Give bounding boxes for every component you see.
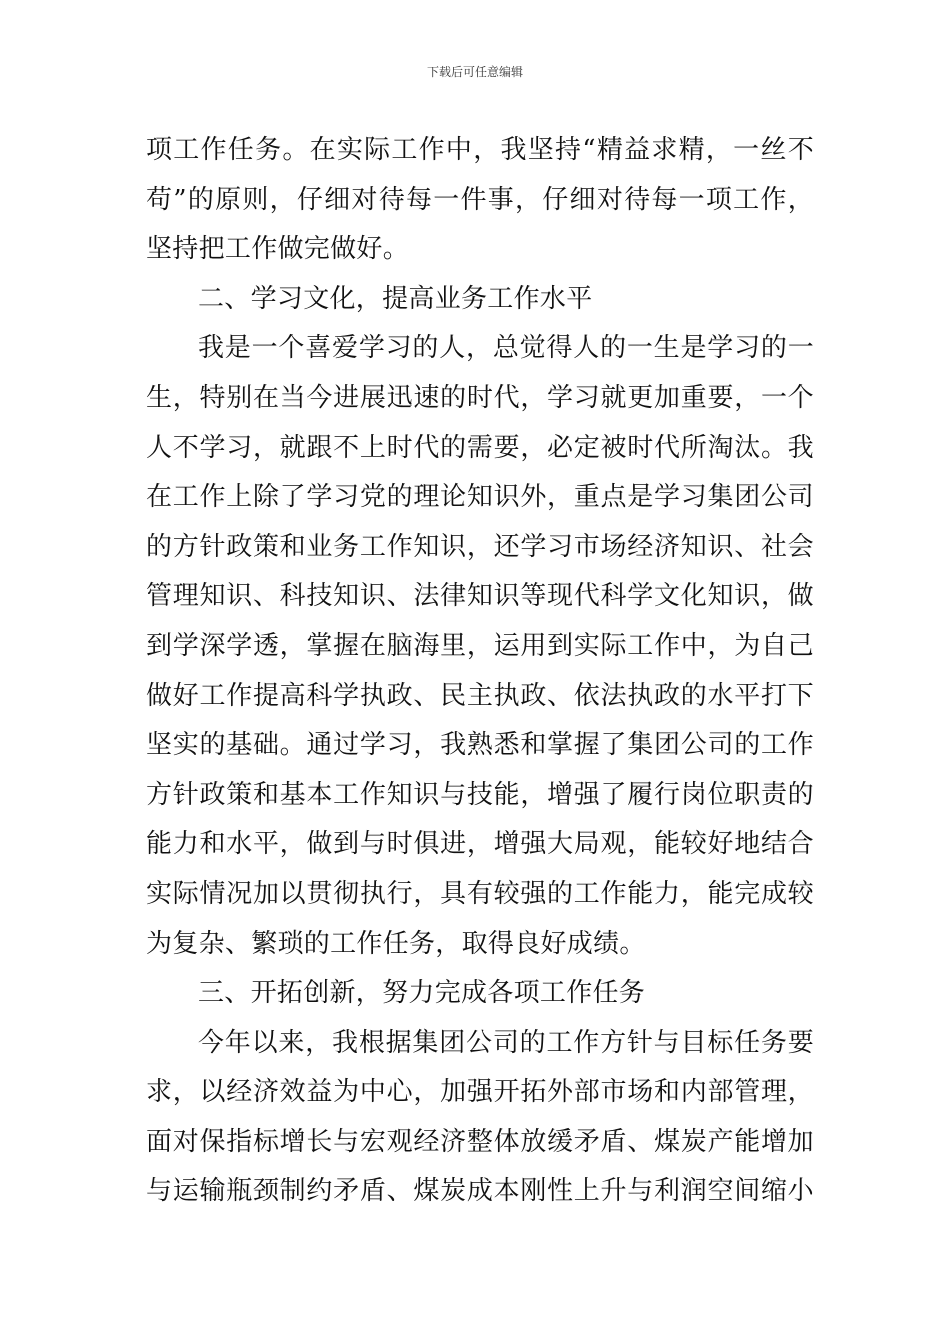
text-line: 方针政策和基本工作知识与技能，增强了履行岗位职责的	[146, 779, 814, 810]
text-line: 为复杂、繁琐的工作任务，取得良好成绩。	[146, 928, 646, 959]
text-line: 管理知识、科技知识、法律知识等现代科学文化知识，做	[146, 581, 814, 612]
text-line: 人不学习，就跟不上时代的需要，必定被时代所淘汰。我	[146, 432, 814, 463]
text-line: 的方针政策和业务工作知识，还学习市场经济知识、社会	[146, 531, 814, 562]
text-line: 三、开拓创新，努力完成各项工作任务	[198, 978, 646, 1009]
text-line: 二、学习文化，提高业务工作水平	[198, 283, 593, 314]
text-line: 我是一个喜爱学习的人，总觉得人的一生是学习的一	[198, 333, 814, 364]
text-line: 能力和水平，做到与时俱进，增强大局观，能较好地结合	[146, 829, 814, 860]
text-line: 面对保指标增长与宏观经济整体放缓矛盾、煤炭产能增加	[146, 1126, 814, 1157]
text-line: 做好工作提高科学执政、民主执政、依法执政的水平打下	[146, 680, 814, 711]
text-line: 坚实的基础。通过学习，我熟悉和掌握了集团公司的工作	[146, 730, 814, 761]
text-line: 苟”的原则，仔细对待每一件事，仔细对待每一项工作，	[146, 184, 814, 215]
text-line: 今年以来，我根据集团公司的工作方针与目标任务要	[198, 1027, 814, 1058]
text-line: 求，以经济效益为中心，加强开拓外部市场和内部管理，	[146, 1077, 814, 1108]
text-line: 实际情况加以贯彻执行，具有较强的工作能力，能完成较	[146, 878, 814, 909]
text-line: 在工作上除了学习党的理论知识外，重点是学习集团公司	[146, 482, 814, 513]
text-line: 项工作任务。在实际工作中，我坚持“精益求精，一丝不	[146, 135, 814, 165]
text-line: 生，特别在当今进展迅速的时代，学习就更加重要，一个	[146, 382, 814, 413]
text-line: 到学深学透，掌握在脑海里，运用到实际工作中，为自己	[146, 630, 814, 661]
text-line: 坚持把工作做完做好。	[146, 234, 410, 265]
page-header: 下载后可任意编辑	[426, 65, 523, 79]
text-line: 与运输瓶颈制约矛盾、煤炭成本刚性上升与利润空间缩小	[146, 1176, 814, 1207]
document-body	[146, 126, 814, 1217]
